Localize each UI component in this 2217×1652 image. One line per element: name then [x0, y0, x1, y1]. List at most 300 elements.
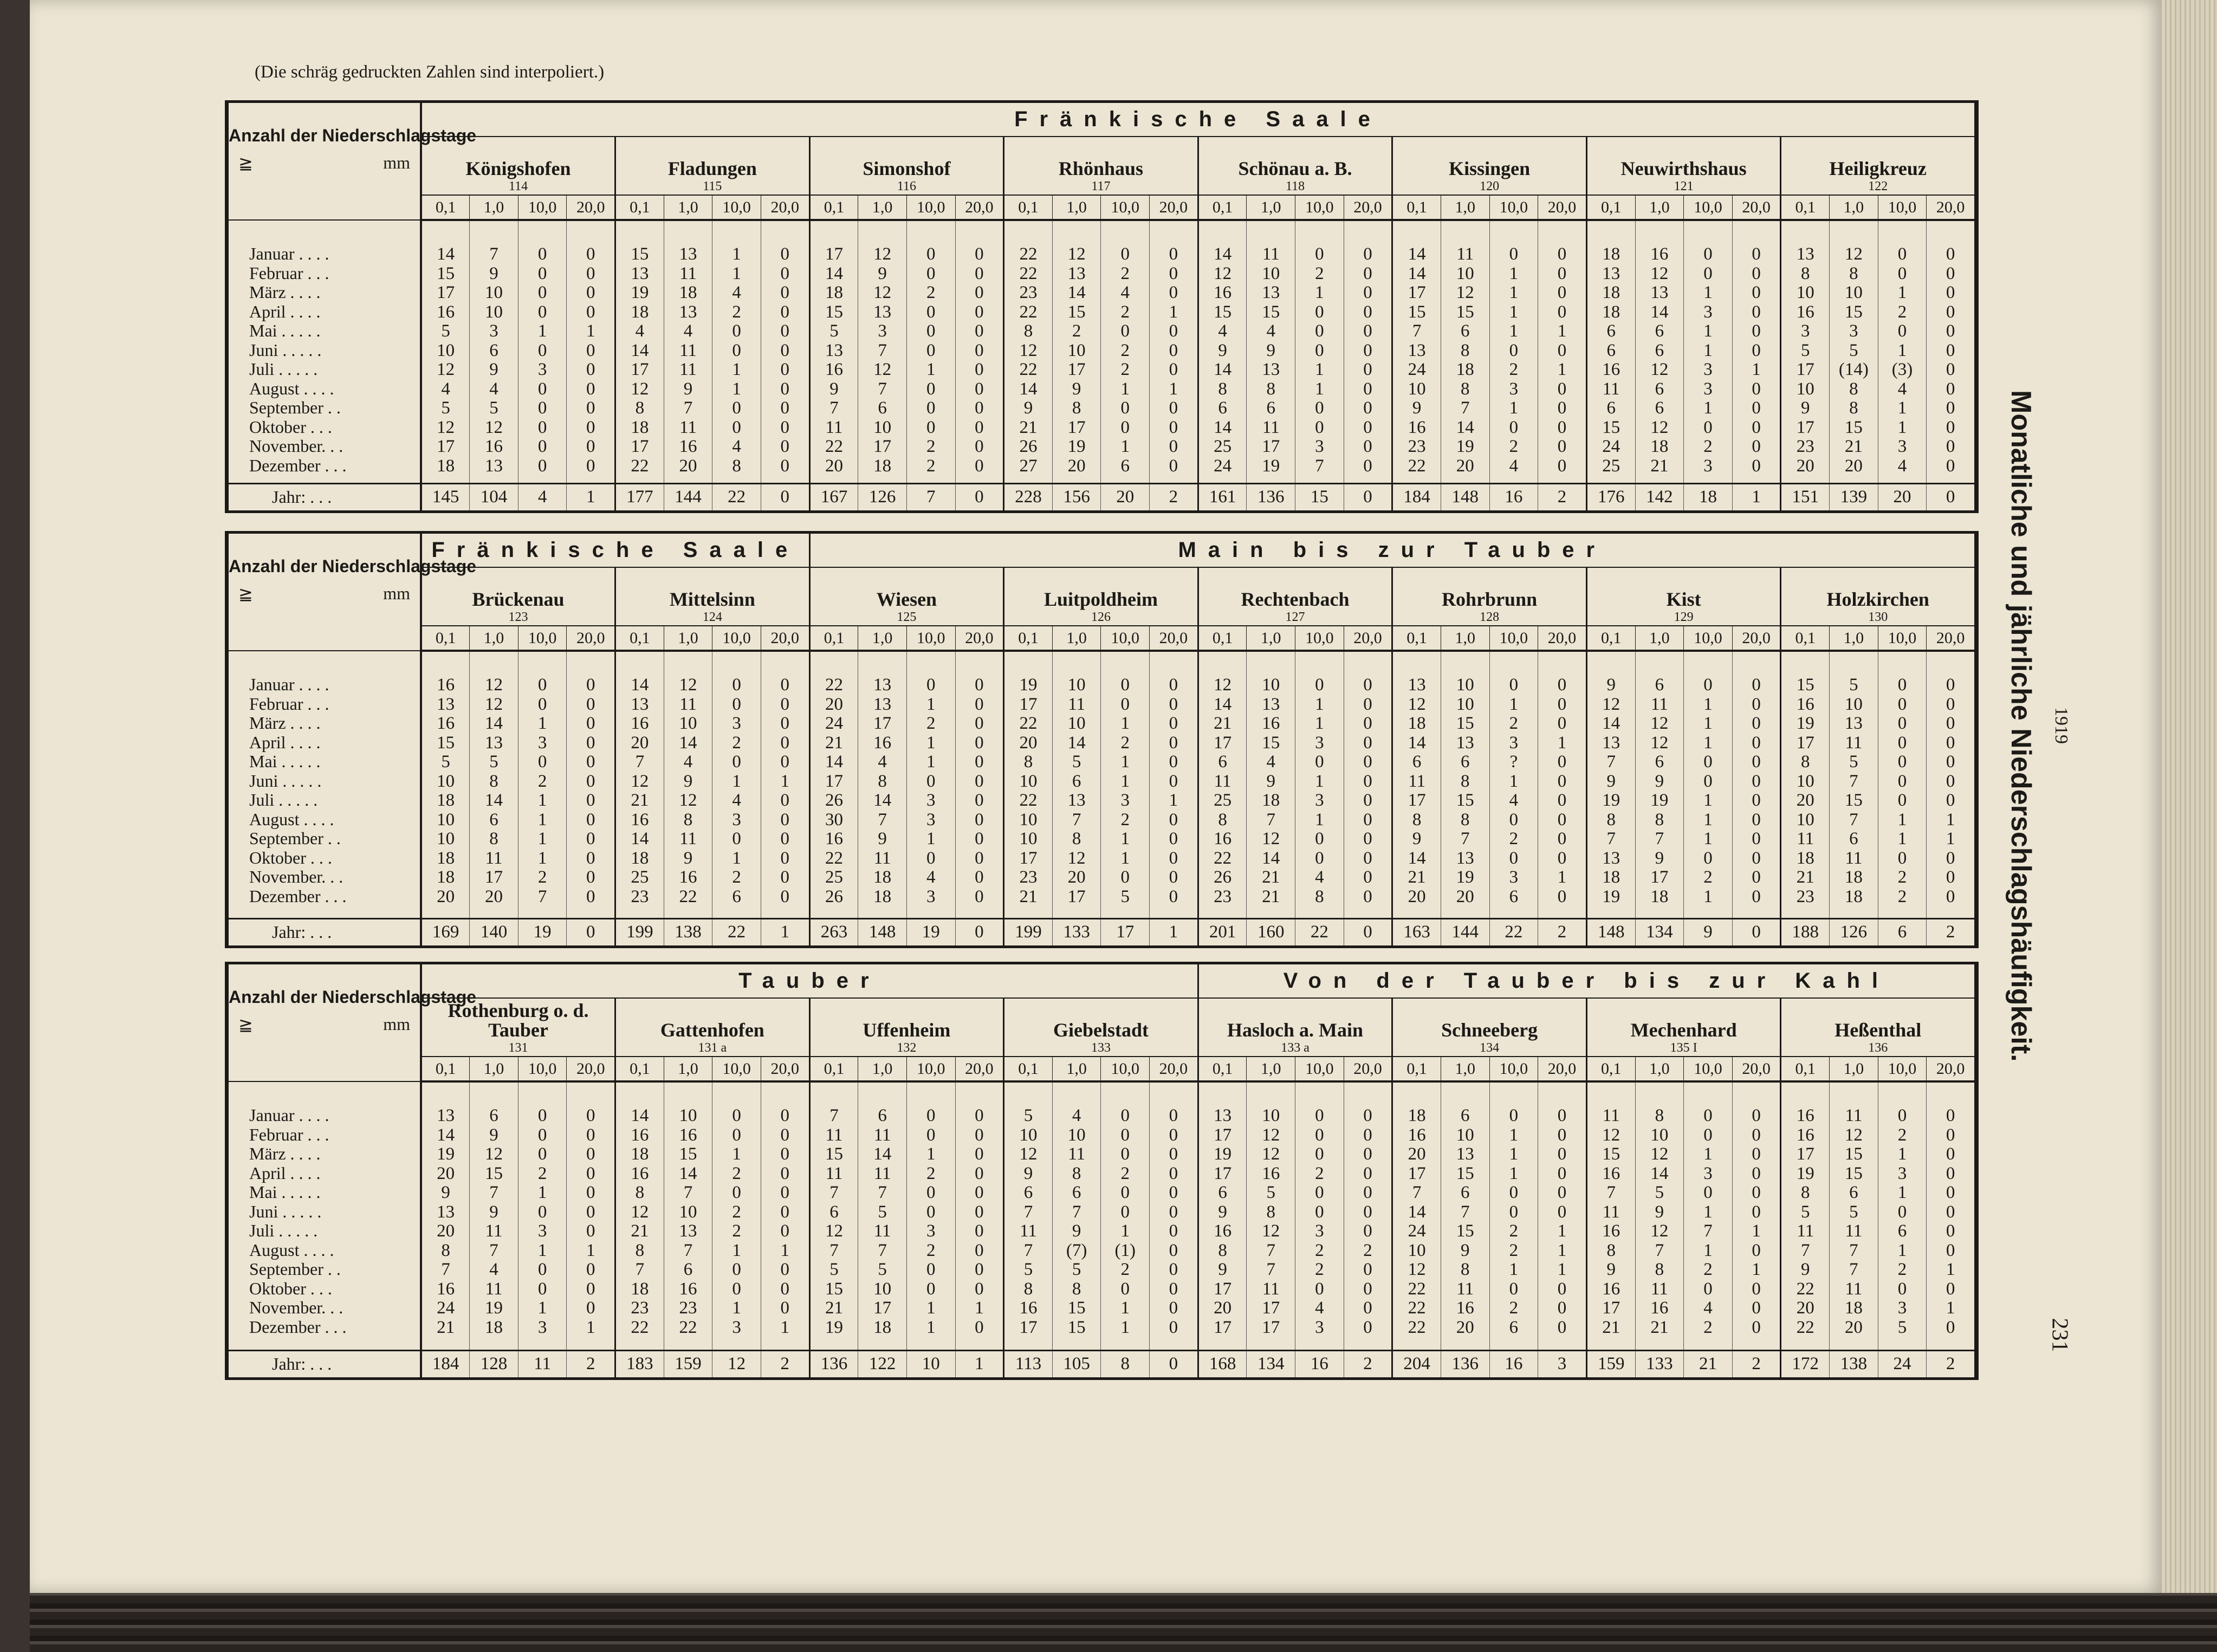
month-label: März . . . . — [249, 713, 321, 733]
data-cell: 13 — [1602, 733, 1620, 753]
threshold-header: 1,0 — [1441, 1057, 1489, 1081]
threshold-header: 1,0 — [470, 1057, 518, 1081]
data-cell: 14 — [1262, 848, 1280, 868]
data-cell: 18 — [437, 867, 455, 887]
station-number: 114 — [508, 179, 528, 193]
jahr-value: 113 — [1004, 1350, 1053, 1377]
jahr-value: 139 — [1830, 483, 1878, 510]
data-cell: 0 — [1169, 321, 1178, 341]
threshold-header: 1,0 — [1247, 195, 1295, 220]
data-cell: 23 — [1408, 437, 1426, 456]
data-cell: 3 — [537, 1317, 547, 1337]
basin-name: Fränkische Saale — [421, 103, 1975, 137]
data-cell: 2 — [537, 867, 547, 887]
jahr-value: 133 — [1052, 918, 1101, 945]
data-cell: 21 — [1262, 867, 1280, 887]
data-column — [1101, 651, 1150, 918]
data-cell: 17 — [1214, 1279, 1232, 1299]
data-column — [1538, 651, 1587, 918]
station-name: Giebelstadt — [1053, 1019, 1149, 1041]
data-cell: 5 — [1897, 1317, 1907, 1337]
data-cell: 0 — [1120, 867, 1130, 887]
data-cell: 0 — [780, 809, 790, 830]
data-cell: 0 — [1363, 1317, 1372, 1337]
basin-name: Tauber — [421, 964, 1198, 998]
data-cell: 0 — [732, 1125, 741, 1145]
data-cell: 1 — [732, 263, 741, 283]
data-cell: 17 — [1650, 867, 1669, 887]
data-cell: 2 — [1703, 1317, 1713, 1337]
station-name: Neuwirthshaus — [1620, 158, 1747, 179]
data-cell: 0 — [780, 283, 790, 302]
data-cell: 9 — [878, 829, 887, 848]
threshold-header: 20,0 — [567, 626, 615, 651]
mm-unit: mm — [383, 153, 410, 172]
jahr-value: 11 — [518, 1350, 567, 1377]
data-cell: 8 — [635, 398, 645, 418]
data-cell: 1 — [1120, 1221, 1130, 1241]
data-column — [1101, 1081, 1150, 1350]
jahr-value: 184 — [421, 1350, 470, 1377]
data-cell: 24 — [1214, 456, 1232, 476]
data-cell: 0 — [780, 1183, 790, 1202]
data-cell: 14 — [484, 714, 503, 733]
jahr-value: 10 — [906, 1350, 955, 1377]
data-cell: 1 — [537, 1183, 547, 1202]
data-cell: 8 — [683, 809, 693, 830]
data-cell: 0 — [1946, 675, 1955, 695]
data-cell: 3 — [1315, 1317, 1324, 1337]
data-cell: 12 — [1650, 1144, 1669, 1164]
threshold-header: 0,1 — [615, 195, 664, 220]
data-cell: 2 — [926, 437, 936, 456]
station-header — [615, 567, 810, 626]
data-cell: 18 — [631, 1279, 649, 1299]
data-cell: 8 — [1023, 321, 1033, 341]
threshold-header: 10,0 — [1684, 626, 1733, 651]
threshold-header: 1,0 — [664, 626, 712, 651]
data-cell: 7 — [829, 1240, 839, 1260]
data-cell: 15 — [437, 263, 455, 283]
data-cell: 0 — [537, 456, 547, 476]
data-cell: 8 — [1801, 1183, 1810, 1202]
jahr-value: 22 — [712, 483, 761, 510]
data-cell: 0 — [975, 1183, 984, 1202]
data-cell: 0 — [975, 771, 984, 791]
data-cell: 14 — [1408, 733, 1426, 753]
threshold-header: 20,0 — [955, 1057, 1004, 1081]
data-cell: 0 — [1752, 244, 1761, 264]
data-cell: 20 — [437, 1221, 455, 1241]
data-cell: 18 — [1602, 302, 1620, 322]
data-cell: 19 — [631, 283, 649, 302]
data-cell: 0 — [586, 694, 595, 714]
data-cell: 13 — [437, 1106, 455, 1125]
month-label: November. . . — [249, 436, 343, 456]
data-cell: 7 — [829, 1106, 839, 1125]
data-cell: 17 — [1796, 733, 1814, 753]
data-cell: 0 — [1509, 675, 1519, 695]
threshold-header: 20,0 — [567, 1057, 615, 1081]
data-column — [518, 1081, 567, 1350]
data-cell: 12 — [1650, 733, 1669, 753]
data-cell: 17 — [1019, 1317, 1038, 1337]
data-cell: 0 — [586, 1163, 595, 1183]
data-cell: 12 — [484, 1144, 503, 1164]
data-cell: 16 — [873, 733, 892, 753]
threshold-header: 0,1 — [1004, 195, 1053, 220]
jahr-value: 199 — [615, 918, 664, 945]
data-cell: 0 — [975, 791, 984, 810]
data-cell: 3 — [1849, 321, 1858, 341]
data-cell: 0 — [732, 321, 741, 341]
data-cell: 1 — [537, 1240, 547, 1260]
data-cell: 0 — [926, 379, 936, 399]
data-cell: 19 — [484, 1298, 503, 1318]
data-cell: 0 — [975, 417, 984, 437]
station-name: Heiligkreuz — [1829, 158, 1927, 179]
data-cell: 0 — [1363, 1106, 1372, 1125]
data-cell: 0 — [1169, 848, 1178, 868]
data-cell: 17 — [873, 714, 892, 733]
data-cell: 20 — [1019, 733, 1038, 753]
data-cell: 0 — [1169, 829, 1178, 848]
station-name: Rothenburg o. d. Tauber — [448, 1000, 589, 1041]
data-cell: 21 — [1650, 1317, 1669, 1337]
data-cell: 0 — [1557, 398, 1567, 418]
jahr-value: 172 — [1781, 1350, 1830, 1377]
mm-unit: mm — [383, 584, 410, 603]
jahr-value: 4 — [518, 483, 567, 510]
data-cell: 0 — [1897, 263, 1907, 283]
data-cell: 15 — [1262, 302, 1280, 322]
data-cell: 24 — [1408, 360, 1426, 379]
data-cell: 6 — [1218, 1183, 1227, 1202]
data-cell: 1 — [926, 694, 936, 714]
data-cell: 16 — [1408, 417, 1426, 437]
data-cell: 11 — [1650, 1279, 1668, 1299]
month-labels — [229, 1081, 421, 1350]
data-cell: 2 — [1509, 1298, 1519, 1318]
data-cell: 3 — [1897, 437, 1907, 456]
data-column — [1441, 1081, 1489, 1350]
data-cell: 0 — [926, 1260, 936, 1279]
data-cell: 11 — [873, 1221, 891, 1241]
jahr-label: Jahr: . . . — [229, 1350, 421, 1377]
station-number: 122 — [1868, 179, 1888, 193]
data-cell: 7 — [683, 1240, 693, 1260]
data-cell: 0 — [586, 398, 595, 418]
data-column — [470, 1081, 518, 1350]
jahr-value: 168 — [1198, 1350, 1247, 1377]
data-cell: 0 — [1363, 456, 1372, 476]
data-cell: 0 — [1363, 417, 1372, 437]
data-cell: 0 — [1946, 321, 1955, 341]
month-label: August . . . . — [249, 809, 334, 829]
data-cell: 0 — [1946, 848, 1955, 868]
data-cell: 8 — [1315, 886, 1324, 906]
data-column — [1392, 1081, 1441, 1350]
data-cell: 17 — [1019, 848, 1038, 868]
data-cell: 10 — [679, 714, 697, 733]
data-cell: 0 — [537, 437, 547, 456]
data-cell: 0 — [1557, 437, 1567, 456]
month-label: Januar . . . . — [249, 1105, 329, 1125]
data-cell: 0 — [586, 417, 595, 437]
data-cell: 5 — [1849, 675, 1858, 695]
data-cell: 14 — [437, 244, 455, 264]
data-cell: 17 — [1214, 1317, 1232, 1337]
data-cell: 18 — [631, 302, 649, 322]
data-cell: 1 — [537, 1298, 547, 1318]
data-cell: 13 — [679, 302, 697, 322]
month-label: Dezember . . . — [249, 886, 347, 906]
data-cell: 20 — [1796, 791, 1814, 810]
jahr-value: 228 — [1004, 483, 1053, 510]
data-cell: 16 — [1796, 1106, 1814, 1125]
data-cell: 2 — [1897, 867, 1907, 887]
data-cell: 0 — [1752, 1163, 1761, 1183]
jahr-value: 1 — [761, 918, 809, 945]
data-cell: 12 — [1844, 244, 1863, 264]
data-column — [1732, 220, 1781, 483]
data-cell: 22 — [1019, 360, 1038, 379]
data-cell: 0 — [1363, 263, 1372, 283]
data-cell: 0 — [1946, 1163, 1955, 1183]
data-cell: 0 — [780, 694, 790, 714]
data-cell: 0 — [1363, 283, 1372, 302]
threshold-header: 0,1 — [809, 626, 858, 651]
data-cell: 3 — [1509, 867, 1519, 887]
data-cell: 12 — [1408, 694, 1426, 714]
station-number: 123 — [508, 610, 528, 624]
jahr-value: 2 — [1732, 1350, 1781, 1377]
jahr-value: 263 — [809, 918, 858, 945]
data-cell: 10 — [1067, 675, 1086, 695]
data-cell: 22 — [679, 886, 697, 906]
data-cell: 7 — [1266, 1260, 1275, 1279]
data-cell: 13 — [484, 733, 503, 753]
data-cell: 1 — [1557, 1260, 1567, 1279]
data-cell: 10 — [679, 1202, 697, 1222]
data-cell: 12 — [1214, 263, 1232, 283]
data-cell: 9 — [441, 1183, 450, 1202]
data-cell: 0 — [1752, 456, 1761, 476]
data-cell: 3 — [537, 360, 547, 379]
data-cell: 0 — [1557, 244, 1567, 264]
data-cell: 6 — [1849, 829, 1858, 848]
data-cell: 7 — [1072, 1202, 1081, 1222]
data-cell: 5 — [1801, 340, 1810, 360]
station-header — [1004, 567, 1198, 626]
data-cell: 0 — [1703, 1106, 1713, 1125]
data-cell: 11 — [679, 360, 697, 379]
data-cell: 8 — [1801, 263, 1810, 283]
data-cell: 2 — [1120, 1260, 1130, 1279]
data-cell: 4 — [635, 321, 645, 341]
data-cell: 0 — [732, 1279, 741, 1299]
data-cell: 16 — [437, 1279, 455, 1299]
station-number: 115 — [703, 179, 722, 193]
data-cell: 0 — [1703, 417, 1713, 437]
data-cell: 0 — [780, 675, 790, 695]
data-cell: 17 — [825, 244, 843, 264]
data-cell: 8 — [489, 771, 498, 791]
data-cell: 0 — [586, 244, 595, 264]
data-cell: 9 — [1606, 771, 1616, 791]
data-cell: 0 — [1752, 1125, 1761, 1145]
month-labels — [229, 220, 421, 483]
data-column — [1052, 1081, 1101, 1350]
data-cell: 16 — [825, 829, 843, 848]
data-cell: 0 — [1120, 1183, 1130, 1202]
data-cell: 0 — [732, 752, 741, 772]
data-cell: 5 — [441, 321, 450, 341]
data-cell: 16 — [679, 1279, 697, 1299]
station-header — [1586, 137, 1781, 195]
data-cell: 24 — [825, 714, 843, 733]
data-cell: 5 — [829, 1260, 839, 1279]
data-cell: 12 — [631, 771, 649, 791]
station-header — [1392, 137, 1587, 195]
data-cell: 3 — [732, 809, 741, 830]
page-number: 231 — [2047, 1318, 2072, 1352]
month-label: Februar . . . — [249, 1124, 329, 1144]
data-cell: 0 — [1752, 283, 1761, 302]
data-cell: 14 — [873, 791, 892, 810]
station-number: 128 — [1480, 610, 1500, 624]
data-cell: 8 — [1655, 1106, 1664, 1125]
data-cell: 11 — [1068, 1144, 1086, 1164]
data-cell: 3 — [926, 791, 936, 810]
data-cell: 0 — [586, 771, 595, 791]
threshold-header: 1,0 — [1247, 626, 1295, 651]
data-cell: 0 — [586, 809, 595, 830]
data-cell: 0 — [1169, 398, 1178, 418]
data-cell: 7 — [1412, 1183, 1422, 1202]
data-cell: 0 — [1509, 1279, 1519, 1299]
data-cell: 12 — [1650, 1221, 1669, 1241]
data-cell: 16 — [825, 360, 843, 379]
data-cell: 12 — [1262, 1221, 1280, 1241]
data-cell: 25 — [1602, 456, 1620, 476]
data-cell: 0 — [1752, 1298, 1761, 1318]
data-cell: 0 — [1897, 1279, 1907, 1299]
data-cell: 10 — [873, 1279, 892, 1299]
data-cell: 0 — [1946, 791, 1955, 810]
data-cell: 2 — [732, 1202, 741, 1222]
data-cell: 10 — [1067, 340, 1086, 360]
data-cell: 13 — [437, 694, 455, 714]
data-cell: 0 — [1557, 1183, 1567, 1202]
data-cell: 17 — [1796, 417, 1814, 437]
data-cell: (7) — [1066, 1240, 1087, 1260]
data-cell: 15 — [1262, 733, 1280, 753]
data-cell: 10 — [1796, 771, 1814, 791]
data-cell: 0 — [1946, 1221, 1955, 1241]
data-cell: 19 — [1650, 791, 1669, 810]
data-cell: 13 — [631, 263, 649, 283]
data-cell: 0 — [1897, 714, 1907, 733]
data-cell: 1 — [1946, 1298, 1955, 1318]
month-label: August . . . . — [249, 378, 334, 398]
station-number: 136 — [1868, 1041, 1888, 1055]
basin-name: Von der Tauber bis zur Kahl — [1198, 964, 1975, 998]
month-label: Oktober . . . — [249, 847, 332, 867]
month-label: Dezember . . . — [249, 455, 347, 475]
data-cell: 23 — [631, 886, 649, 906]
data-cell: 3 — [1315, 1221, 1324, 1241]
data-cell: 0 — [1315, 675, 1324, 695]
station-number: 131 — [508, 1041, 528, 1055]
threshold-header: 10,0 — [1684, 1057, 1733, 1081]
data-column — [1489, 651, 1538, 918]
data-cell: 0 — [1169, 1221, 1178, 1241]
data-cell: 2 — [1509, 1240, 1519, 1260]
data-cell: 17 — [1067, 886, 1086, 906]
data-cell: 5 — [1072, 1260, 1081, 1279]
data-cell: 6 — [489, 1106, 498, 1125]
data-cell: 0 — [1315, 321, 1324, 341]
data-cell: 16 — [1408, 1125, 1426, 1145]
data-cell: 2 — [1897, 886, 1907, 906]
month-label: September . . — [249, 828, 341, 848]
data-cell: 0 — [586, 263, 595, 283]
data-cell: 0 — [586, 829, 595, 848]
threshold-header: 1,0 — [1247, 1057, 1295, 1081]
data-column — [761, 1081, 809, 1350]
station-name: Mittelsinn — [669, 588, 755, 610]
data-cell: 11 — [1068, 694, 1086, 714]
data-column — [1878, 1081, 1927, 1350]
data-cell: 1 — [537, 809, 547, 830]
data-cell: 12 — [873, 360, 892, 379]
data-cell: 0 — [1557, 283, 1567, 302]
data-cell: 6 — [732, 886, 741, 906]
month-label: April . . . . — [249, 732, 321, 752]
data-cell: 7 — [878, 809, 887, 830]
data-column — [1878, 651, 1927, 918]
data-cell: 9 — [1072, 1221, 1081, 1241]
data-cell: 0 — [1946, 1202, 1955, 1222]
data-cell: 0 — [1363, 244, 1372, 264]
data-cell: 1 — [1120, 771, 1130, 791]
data-cell: 0 — [1897, 244, 1907, 264]
data-cell: 0 — [1752, 886, 1761, 906]
month-label: Juli . . . . . — [249, 1221, 318, 1240]
data-cell: 1 — [537, 321, 547, 341]
data-cell: 9 — [1266, 340, 1275, 360]
jahr-label: Jahr: . . . — [229, 918, 421, 945]
data-cell: 21 — [1602, 1317, 1620, 1337]
data-cell: 18 — [437, 848, 455, 868]
jahr-value: 0 — [761, 483, 809, 510]
data-cell: 0 — [1315, 848, 1324, 868]
data-cell: 1 — [1315, 360, 1324, 379]
niederschlag-table — [229, 103, 1976, 510]
data-cell: 0 — [1169, 867, 1178, 887]
data-cell: 0 — [1315, 244, 1324, 264]
data-cell: 4 — [1072, 1106, 1081, 1125]
jahr-value: 144 — [664, 483, 712, 510]
data-cell: 9 — [829, 379, 839, 399]
data-cell: 0 — [1169, 1260, 1178, 1279]
data-column — [1586, 1081, 1635, 1350]
data-cell: 0 — [1752, 829, 1761, 848]
jahr-value: 20 — [1878, 483, 1927, 510]
data-cell: 0 — [1557, 1106, 1567, 1125]
data-cell: 22 — [1796, 1279, 1814, 1299]
